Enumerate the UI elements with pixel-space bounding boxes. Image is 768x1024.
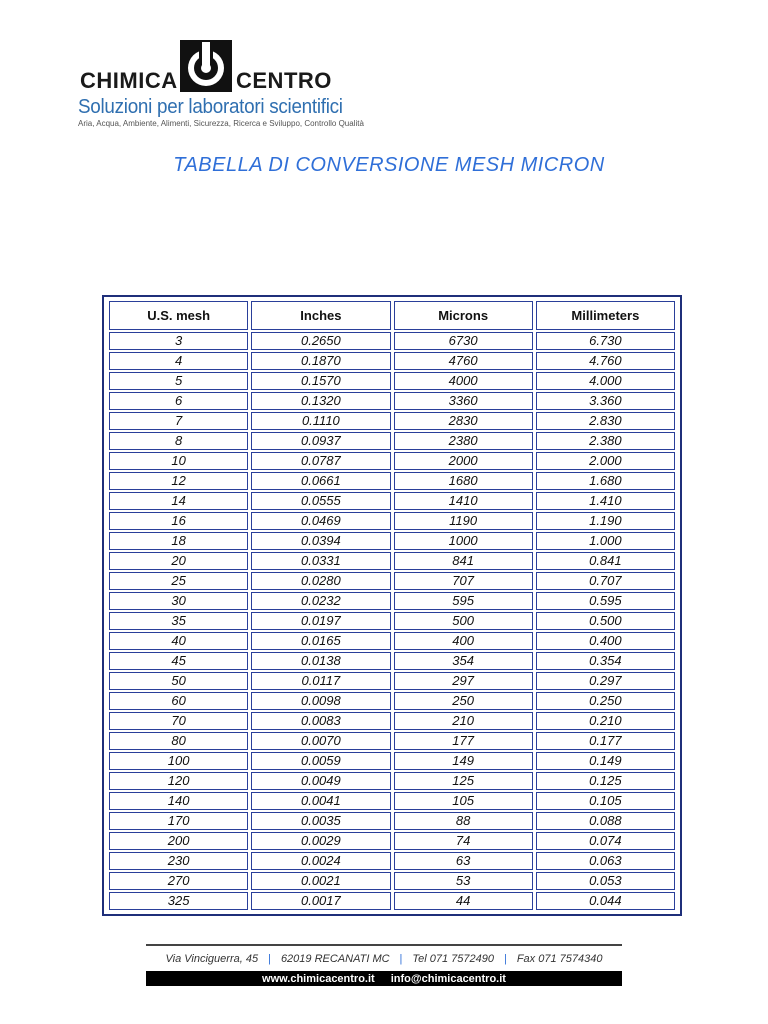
table-row (109, 752, 675, 770)
cell-inches: 0.0041 (251, 792, 390, 810)
cell-inches: 0.0555 (251, 492, 390, 510)
cell-us-mesh: 270 (109, 872, 248, 890)
table-row (109, 792, 675, 810)
cell-inches: 0.0049 (251, 772, 390, 790)
footer-website-link[interactable]: www.chimicacentro.it (262, 972, 375, 985)
cell-inches: 0.0024 (251, 852, 390, 870)
brand-name-right: CENTRO (236, 68, 332, 93)
table-row (109, 652, 675, 670)
table-row (109, 612, 675, 630)
table-row (109, 812, 675, 830)
table-row (109, 592, 675, 610)
cell-millimeters: 0.088 (536, 812, 675, 830)
brand-name-left: CHIMICA (80, 68, 178, 93)
cell-millimeters: 2.380 (536, 432, 675, 450)
cell-millimeters: 0.044 (536, 892, 675, 910)
cell-microns: 3360 (394, 392, 533, 410)
cell-microns: 400 (394, 632, 533, 650)
cell-millimeters: 0.125 (536, 772, 675, 790)
cell-microns: 354 (394, 652, 533, 670)
cell-us-mesh: 120 (109, 772, 248, 790)
footer-address: Via Vinciguerra, 45 (165, 952, 259, 965)
cell-us-mesh: 6 (109, 392, 248, 410)
table-row (109, 572, 675, 590)
cell-microns: 44 (394, 892, 533, 910)
cell-us-mesh: 7 (109, 412, 248, 430)
table-row (109, 432, 675, 450)
cell-us-mesh: 25 (109, 572, 248, 590)
cell-us-mesh: 8 (109, 432, 248, 450)
column-header-us-mesh: U.S. mesh (109, 301, 248, 330)
cell-microns: 2000 (394, 452, 533, 470)
cell-millimeters: 0.149 (536, 752, 675, 770)
table-row (109, 672, 675, 690)
column-header-millimeters: Millimeters (536, 301, 675, 330)
cell-microns: 2380 (394, 432, 533, 450)
cell-inches: 0.0017 (251, 892, 390, 910)
footer-fax: Fax 071 7574340 (516, 952, 603, 965)
cell-microns: 105 (394, 792, 533, 810)
cell-microns: 1000 (394, 532, 533, 550)
cell-millimeters: 0.105 (536, 792, 675, 810)
cell-us-mesh: 5 (109, 372, 248, 390)
cell-inches: 0.0117 (251, 672, 390, 690)
table-row (109, 412, 675, 430)
cell-microns: 63 (394, 852, 533, 870)
cell-microns: 53 (394, 872, 533, 890)
table-row (109, 712, 675, 730)
cell-us-mesh: 50 (109, 672, 248, 690)
cell-us-mesh: 20 (109, 552, 248, 570)
cell-us-mesh: 200 (109, 832, 248, 850)
cell-microns: 250 (394, 692, 533, 710)
cell-millimeters: 0.063 (536, 852, 675, 870)
footer-city: 62019 RECANATI MC (280, 952, 390, 965)
cell-microns: 707 (394, 572, 533, 590)
cell-us-mesh: 230 (109, 852, 248, 870)
cell-inches: 0.0232 (251, 592, 390, 610)
cell-us-mesh: 60 (109, 692, 248, 710)
company-tagline: Soluzioni per laboratori scientifici (78, 95, 343, 118)
table-row (109, 872, 675, 890)
table-row (109, 372, 675, 390)
table-row (109, 512, 675, 530)
chimica-centro-logo-icon (180, 40, 232, 92)
cell-microns: 1680 (394, 472, 533, 490)
table-row (109, 692, 675, 710)
conversion-table-frame (102, 295, 682, 916)
cell-us-mesh: 10 (109, 452, 248, 470)
cell-microns: 1410 (394, 492, 533, 510)
cell-millimeters: 3.360 (536, 392, 675, 410)
cell-millimeters: 0.297 (536, 672, 675, 690)
cell-microns: 500 (394, 612, 533, 630)
cell-inches: 0.0280 (251, 572, 390, 590)
cell-us-mesh: 40 (109, 632, 248, 650)
cell-inches: 0.0787 (251, 452, 390, 470)
table-row (109, 492, 675, 510)
table-row (109, 392, 675, 410)
cell-millimeters: 1.410 (536, 492, 675, 510)
cell-inches: 0.1870 (251, 352, 390, 370)
footer-separator: | (399, 952, 403, 965)
cell-microns: 841 (394, 552, 533, 570)
cell-us-mesh: 35 (109, 612, 248, 630)
cell-inches: 0.1110 (251, 412, 390, 430)
cell-us-mesh: 170 (109, 812, 248, 830)
page-footer (146, 944, 622, 986)
table-body (109, 332, 675, 910)
cell-inches: 0.0098 (251, 692, 390, 710)
conversion-table (106, 299, 678, 912)
cell-inches: 0.0035 (251, 812, 390, 830)
cell-millimeters: 4.000 (536, 372, 675, 390)
cell-us-mesh: 18 (109, 532, 248, 550)
cell-millimeters: 1.190 (536, 512, 675, 530)
cell-millimeters: 2.000 (536, 452, 675, 470)
cell-inches: 0.0394 (251, 532, 390, 550)
company-header (74, 40, 364, 135)
cell-inches: 0.0070 (251, 732, 390, 750)
cell-millimeters: 0.354 (536, 652, 675, 670)
cell-millimeters: 1.000 (536, 532, 675, 550)
cell-millimeters: 0.707 (536, 572, 675, 590)
cell-inches: 0.0197 (251, 612, 390, 630)
cell-us-mesh: 16 (109, 512, 248, 530)
cell-us-mesh: 30 (109, 592, 248, 610)
cell-inches: 0.0469 (251, 512, 390, 530)
cell-inches: 0.1320 (251, 392, 390, 410)
column-header-microns: Microns (394, 301, 533, 330)
cell-microns: 4000 (394, 372, 533, 390)
table-row (109, 552, 675, 570)
cell-us-mesh: 3 (109, 332, 248, 350)
table-row (109, 772, 675, 790)
cell-microns: 297 (394, 672, 533, 690)
cell-millimeters: 0.595 (536, 592, 675, 610)
table-header-row (109, 301, 675, 330)
cell-millimeters: 0.177 (536, 732, 675, 750)
table-row (109, 632, 675, 650)
footer-email-link[interactable]: info@chimicacentro.it (390, 972, 506, 985)
company-subtagline: Aria, Acqua, Ambiente, Alimenti, Sicurezza, Ricerca e Sviluppo, Controllo Qualità (78, 119, 364, 128)
cell-us-mesh: 70 (109, 712, 248, 730)
cell-us-mesh: 14 (109, 492, 248, 510)
cell-millimeters: 0.500 (536, 612, 675, 630)
cell-us-mesh: 80 (109, 732, 248, 750)
cell-microns: 88 (394, 812, 533, 830)
cell-inches: 0.2650 (251, 332, 390, 350)
cell-millimeters: 2.830 (536, 412, 675, 430)
cell-us-mesh: 100 (109, 752, 248, 770)
table-row (109, 532, 675, 550)
table-row (109, 732, 675, 750)
cell-inches: 0.0138 (251, 652, 390, 670)
cell-millimeters: 0.400 (536, 632, 675, 650)
cell-inches: 0.0083 (251, 712, 390, 730)
cell-millimeters: 1.680 (536, 472, 675, 490)
table-row (109, 332, 675, 350)
footer-separator: | (268, 952, 271, 965)
table-row (109, 472, 675, 490)
cell-microns: 1190 (394, 512, 533, 530)
cell-millimeters: 6.730 (536, 332, 675, 350)
cell-inches: 0.0937 (251, 432, 390, 450)
cell-inches: 0.0021 (251, 872, 390, 890)
brand-row (80, 68, 330, 94)
cell-inches: 0.0331 (251, 552, 390, 570)
page-title: TABELLA DI CONVERSIONE MESH MICRON (173, 154, 605, 176)
table-row (109, 352, 675, 370)
cell-microns: 177 (394, 732, 533, 750)
footer-web-row (146, 971, 622, 986)
cell-microns: 4760 (394, 352, 533, 370)
footer-separator: | (503, 952, 507, 965)
cell-microns: 149 (394, 752, 533, 770)
footer-tel: Tel 071 7572490 (412, 952, 494, 965)
cell-inches: 0.0029 (251, 832, 390, 850)
table-row (109, 892, 675, 910)
cell-microns: 210 (394, 712, 533, 730)
cell-us-mesh: 4 (109, 352, 248, 370)
cell-inches: 0.0059 (251, 752, 390, 770)
cell-inches: 0.0661 (251, 472, 390, 490)
cell-us-mesh: 45 (109, 652, 248, 670)
cell-microns: 6730 (394, 332, 533, 350)
cell-microns: 2830 (394, 412, 533, 430)
cell-millimeters: 4.760 (536, 352, 675, 370)
cell-microns: 125 (394, 772, 533, 790)
cell-millimeters: 0.053 (536, 872, 675, 890)
cell-microns: 74 (394, 832, 533, 850)
cell-inches: 0.1570 (251, 372, 390, 390)
table-row (109, 852, 675, 870)
cell-millimeters: 0.250 (536, 692, 675, 710)
cell-microns: 595 (394, 592, 533, 610)
cell-millimeters: 0.841 (536, 552, 675, 570)
column-header-inches: Inches (251, 301, 390, 330)
footer-contact-row (146, 946, 622, 971)
cell-millimeters: 0.074 (536, 832, 675, 850)
table-row (109, 832, 675, 850)
cell-millimeters: 0.210 (536, 712, 675, 730)
cell-us-mesh: 12 (109, 472, 248, 490)
cell-us-mesh: 140 (109, 792, 248, 810)
cell-us-mesh: 325 (109, 892, 248, 910)
cell-inches: 0.0165 (251, 632, 390, 650)
table-row (109, 452, 675, 470)
